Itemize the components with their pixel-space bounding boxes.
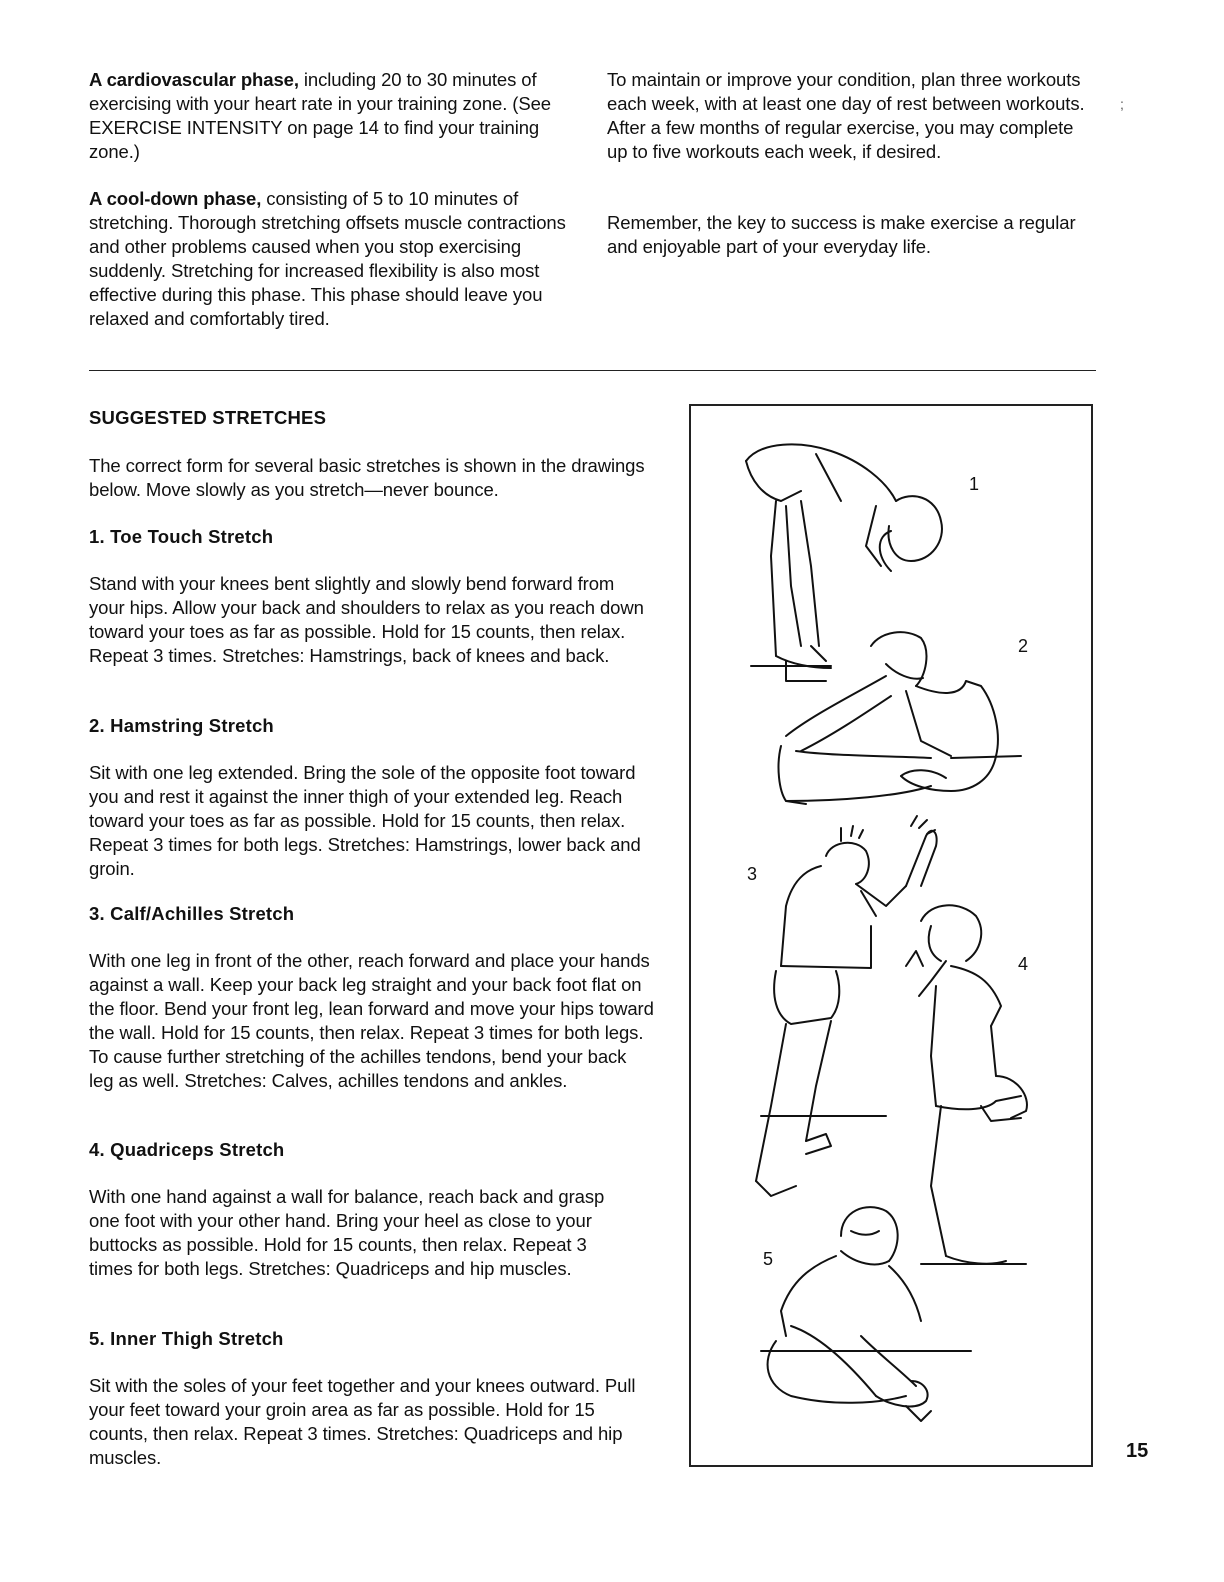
cooldown-phase-lead: A cool-down phase, — [89, 188, 262, 209]
cardio-phase-paragraph — [89, 68, 581, 164]
stretch-text-3 — [89, 949, 654, 1093]
section-divider — [89, 370, 1096, 371]
calf-achilles-figure — [756, 816, 937, 1196]
scan-speck: ; — [1120, 96, 1124, 112]
remember-paragraph — [607, 211, 1077, 259]
stretch-title-2: 2. Hamstring Stretch — [89, 715, 274, 736]
cooldown-phase-paragraph — [89, 187, 581, 331]
stretch-body-5: Sit with the soles of your feet together and your knees outward. Pull your feet toward your groin area as far as possible. Hold for 15 counts, then relax. Repeat 3 times. Stretches: Quadriceps and hip muscles. — [89, 1375, 636, 1468]
quadriceps-figure — [906, 905, 1027, 1264]
cooldown-phase-text: consisting of 5 to 10 minutes of stretching. Thorough stretching offsets muscle contractions and other problems caused when you stop exercising suddenly. Stretching for increased flexibility is also most effective during this phase. This phase should leave you relaxed and comfortably tired. — [89, 188, 566, 329]
figure-label-3: 3 — [747, 864, 758, 884]
remember-text: Remember, the key to success is make exercise a regular and enjoyable part of your everyday life. — [607, 212, 1076, 257]
stretch-body-3: With one leg in front of the other, reach forward and place your hands against a wall. Keep your back leg straight and your back foot flat on the floor. Bend your front leg, lean forward and move your hips toward the wall. Hold for 15 counts, then relax. Repeat 3 times for both legs. To cause further stretching of the achilles tendons, bend your back leg as well. Stretches: Calves, achilles tendons and ankles. — [89, 950, 654, 1091]
stretches-intro-text: The correct form for several basic stretches is shown in the drawings below. Move slowly as you stretch—never bounce. — [89, 455, 645, 500]
page-number: 15 — [1126, 1440, 1149, 1462]
stretch-illustrations-drawing — [691, 406, 1091, 1465]
figure-label-2: 2 — [1018, 636, 1029, 656]
figure-label-5: 5 — [763, 1249, 774, 1269]
stretch-text-4 — [89, 1185, 634, 1281]
stretch-body-2: Sit with one leg extended. Bring the sole of the opposite foot toward you and rest it against the inner thigh of your extended leg. Reach toward your toes as far as possible. Hold for 15 counts, then relax. Repeat 3 times for both legs. Stretches: Hamstrings, lower back and groin. — [89, 762, 641, 879]
workout-frequency-paragraph — [607, 68, 1087, 164]
stretch-title-5: 5. Inner Thigh Stretch — [89, 1328, 284, 1349]
stretch-title-1: 1. Toe Touch Stretch — [89, 526, 274, 547]
stretch-text-1 — [89, 572, 649, 668]
workout-frequency-text: To maintain or improve your condition, plan three workouts each week, with at least one day of rest between workouts. After a few months of regular exercise, you may complete up to five workouts each week, if desired. — [607, 69, 1085, 162]
stretch-body-4: With one hand against a wall for balance, reach back and grasp one foot with your other hand. Bring your heel as close to your buttocks as possible. Hold for 15 counts, then relax. Repeat 3 times for both legs. Stretches: Quadriceps and hip muscles. — [89, 1186, 605, 1279]
cardio-phase-lead: A cardiovascular phase, — [89, 69, 299, 90]
stretch-text-2 — [89, 761, 649, 881]
stretch-illustrations-panel — [689, 404, 1093, 1467]
stretch-text-5 — [89, 1374, 654, 1470]
stretch-title-4: 4. Quadriceps Stretch — [89, 1139, 285, 1160]
hamstring-figure — [779, 632, 1021, 804]
stretch-title-3: 3. Calf/Achilles Stretch — [89, 903, 295, 924]
stretch-body-1: Stand with your knees bent slightly and slowly bend forward from your hips. Allow your back and shoulders to relax as you reach down toward your toes as far as possible. Hold for 15 counts, then relax. Repeat 3 times. Stretches: Hamstrings, back of knees and back. — [89, 573, 644, 666]
figure-label-1: 1 — [969, 474, 980, 494]
toe-touch-figure — [746, 444, 942, 681]
cardio-phase-text: including 20 to 30 minutes of exercising with your heart rate in your training zone. (See EXERCISE INTENSITY on page 14 to find your training zone.) — [89, 69, 551, 162]
figure-label-4: 4 — [1018, 954, 1029, 974]
inner-thigh-figure — [761, 1207, 971, 1421]
stretches-intro — [89, 454, 649, 502]
section-heading: SUGGESTED STRETCHES — [89, 407, 327, 428]
